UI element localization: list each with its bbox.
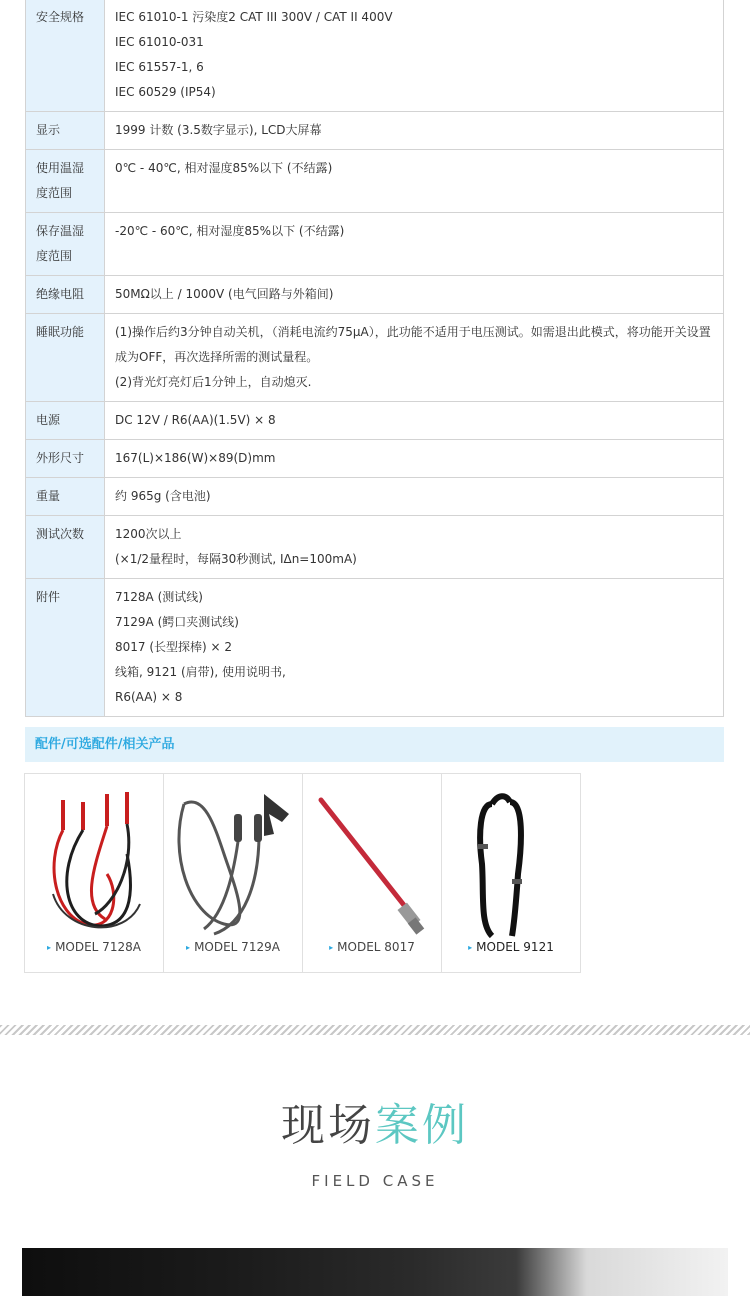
accessory-label: ▸ MODEL 9121 xyxy=(468,940,554,954)
spec-value-line: -20℃ - 60℃, 相对湿度85%以下 (不结露) xyxy=(115,224,345,238)
spec-row xyxy=(26,402,724,440)
spec-value xyxy=(105,0,724,112)
spec-row xyxy=(26,478,724,516)
spec-value xyxy=(105,213,724,276)
spec-value-line: 1999 计数 (3.5数字显示), LCD大屏幕 xyxy=(115,123,322,137)
spec-value xyxy=(105,440,724,478)
accessories-grid xyxy=(24,773,724,974)
spec-value xyxy=(105,314,724,402)
spec-value xyxy=(105,112,724,150)
spec-key: 附件 xyxy=(26,579,105,717)
striped-divider xyxy=(0,1025,750,1035)
spec-value xyxy=(105,516,724,579)
accessory-label: ▸ MODEL 8017 xyxy=(329,940,415,954)
spec-key: 安全规格 xyxy=(26,0,105,112)
spec-value-line: 50MΩ以上 / 1000V (电气回路与外箱间) xyxy=(115,287,334,301)
accessory-card-7128a[interactable] xyxy=(24,773,164,973)
accessory-card-8017[interactable] xyxy=(302,773,442,973)
accessory-card-9121[interactable] xyxy=(441,773,581,973)
spec-row xyxy=(26,112,724,150)
spec-value-line: 1200次以上 xyxy=(115,527,182,541)
spec-value xyxy=(105,150,724,213)
arrow-right-icon: ▸ xyxy=(47,943,52,952)
spec-value-line: 7128A (测试线) xyxy=(115,590,203,604)
spec-row xyxy=(26,276,724,314)
shoulder-strap-icon xyxy=(442,774,582,939)
spec-row xyxy=(26,314,724,402)
spec-key: 显示 xyxy=(26,112,105,150)
field-case-title: 现场案例 xyxy=(281,1100,469,1151)
spec-value-line: 167(L)×186(W)×89(D)mm xyxy=(115,451,276,465)
spec-row xyxy=(26,0,724,112)
spec-value-line: IEC 61010-1 污染度2 CAT III 300V / CAT II 400V xyxy=(115,10,393,24)
spec-value-line: IEC 61557-1, 6 xyxy=(115,60,204,74)
spec-row xyxy=(26,150,724,213)
spec-value-line: 线箱, 9121 (肩带), 使用说明书, xyxy=(115,665,286,679)
spec-table-body xyxy=(26,0,724,717)
accessories-title: 配件/可选配件/相关产品 xyxy=(25,727,724,762)
spec-value-line: IEC 61010-031 xyxy=(115,35,204,49)
long-probe-icon xyxy=(303,774,443,939)
spec-value-line: 7129A (鳄口夹测试线) xyxy=(115,615,239,629)
spec-key: 测试次数 xyxy=(26,516,105,579)
spec-table xyxy=(25,0,724,717)
accessory-label: ▸ MODEL 7129A xyxy=(186,940,280,954)
spec-row xyxy=(26,440,724,478)
spec-value-line: (×1/2量程时，每隔30秒测试, IΔn=100mA) xyxy=(115,552,357,566)
spec-key: 保存温湿度范围 xyxy=(26,213,105,276)
spec-row xyxy=(26,516,724,579)
spec-value-line: 0℃ - 40℃, 相对湿度85%以下 (不结露) xyxy=(115,161,333,175)
field-case-photo xyxy=(22,1248,728,1296)
spec-key: 绝缘电阻 xyxy=(26,276,105,314)
spec-value-line: 8017 (长型探棒) × 2 xyxy=(115,640,233,654)
arrow-right-icon: ▸ xyxy=(468,943,473,952)
spec-value-line: (1)操作后约3分钟自动关机，（消耗电流约75μA），此功能不适用于电压测试。如需退出此模式，将功能开关设置成为OFF，再次选择所需的测试量程。 xyxy=(115,325,711,364)
spec-value-line: DC 12V / R6(AA)(1.5V) × 8 xyxy=(115,413,276,427)
spec-value xyxy=(105,276,724,314)
spec-key: 使用温湿度范围 xyxy=(26,150,105,213)
spec-value-line: R6(AA) × 8 xyxy=(115,690,183,704)
spec-value-line: 约 965g (含电池) xyxy=(115,489,211,503)
spec-key: 重量 xyxy=(26,478,105,516)
field-case-subtitle: FIELD CASE xyxy=(311,1172,439,1190)
spec-value xyxy=(105,579,724,717)
alligator-leads-icon xyxy=(164,774,304,939)
spec-key: 外形尺寸 xyxy=(26,440,105,478)
spec-row xyxy=(26,213,724,276)
accessory-label: ▸ MODEL 7128A xyxy=(47,940,141,954)
spec-key: 睡眠功能 xyxy=(26,314,105,402)
arrow-right-icon: ▸ xyxy=(186,943,191,952)
arrow-right-icon: ▸ xyxy=(329,943,334,952)
spec-value xyxy=(105,478,724,516)
spec-value xyxy=(105,402,724,440)
spec-value-line: IEC 60529 (IP54) xyxy=(115,85,216,99)
spec-row xyxy=(26,579,724,717)
accessory-card-7129a[interactable] xyxy=(163,773,303,973)
test-leads-icon xyxy=(25,774,165,939)
spec-key: 电源 xyxy=(26,402,105,440)
spec-value-line: (2)背光灯亮灯后1分钟上，自动熄灭. xyxy=(115,375,312,389)
